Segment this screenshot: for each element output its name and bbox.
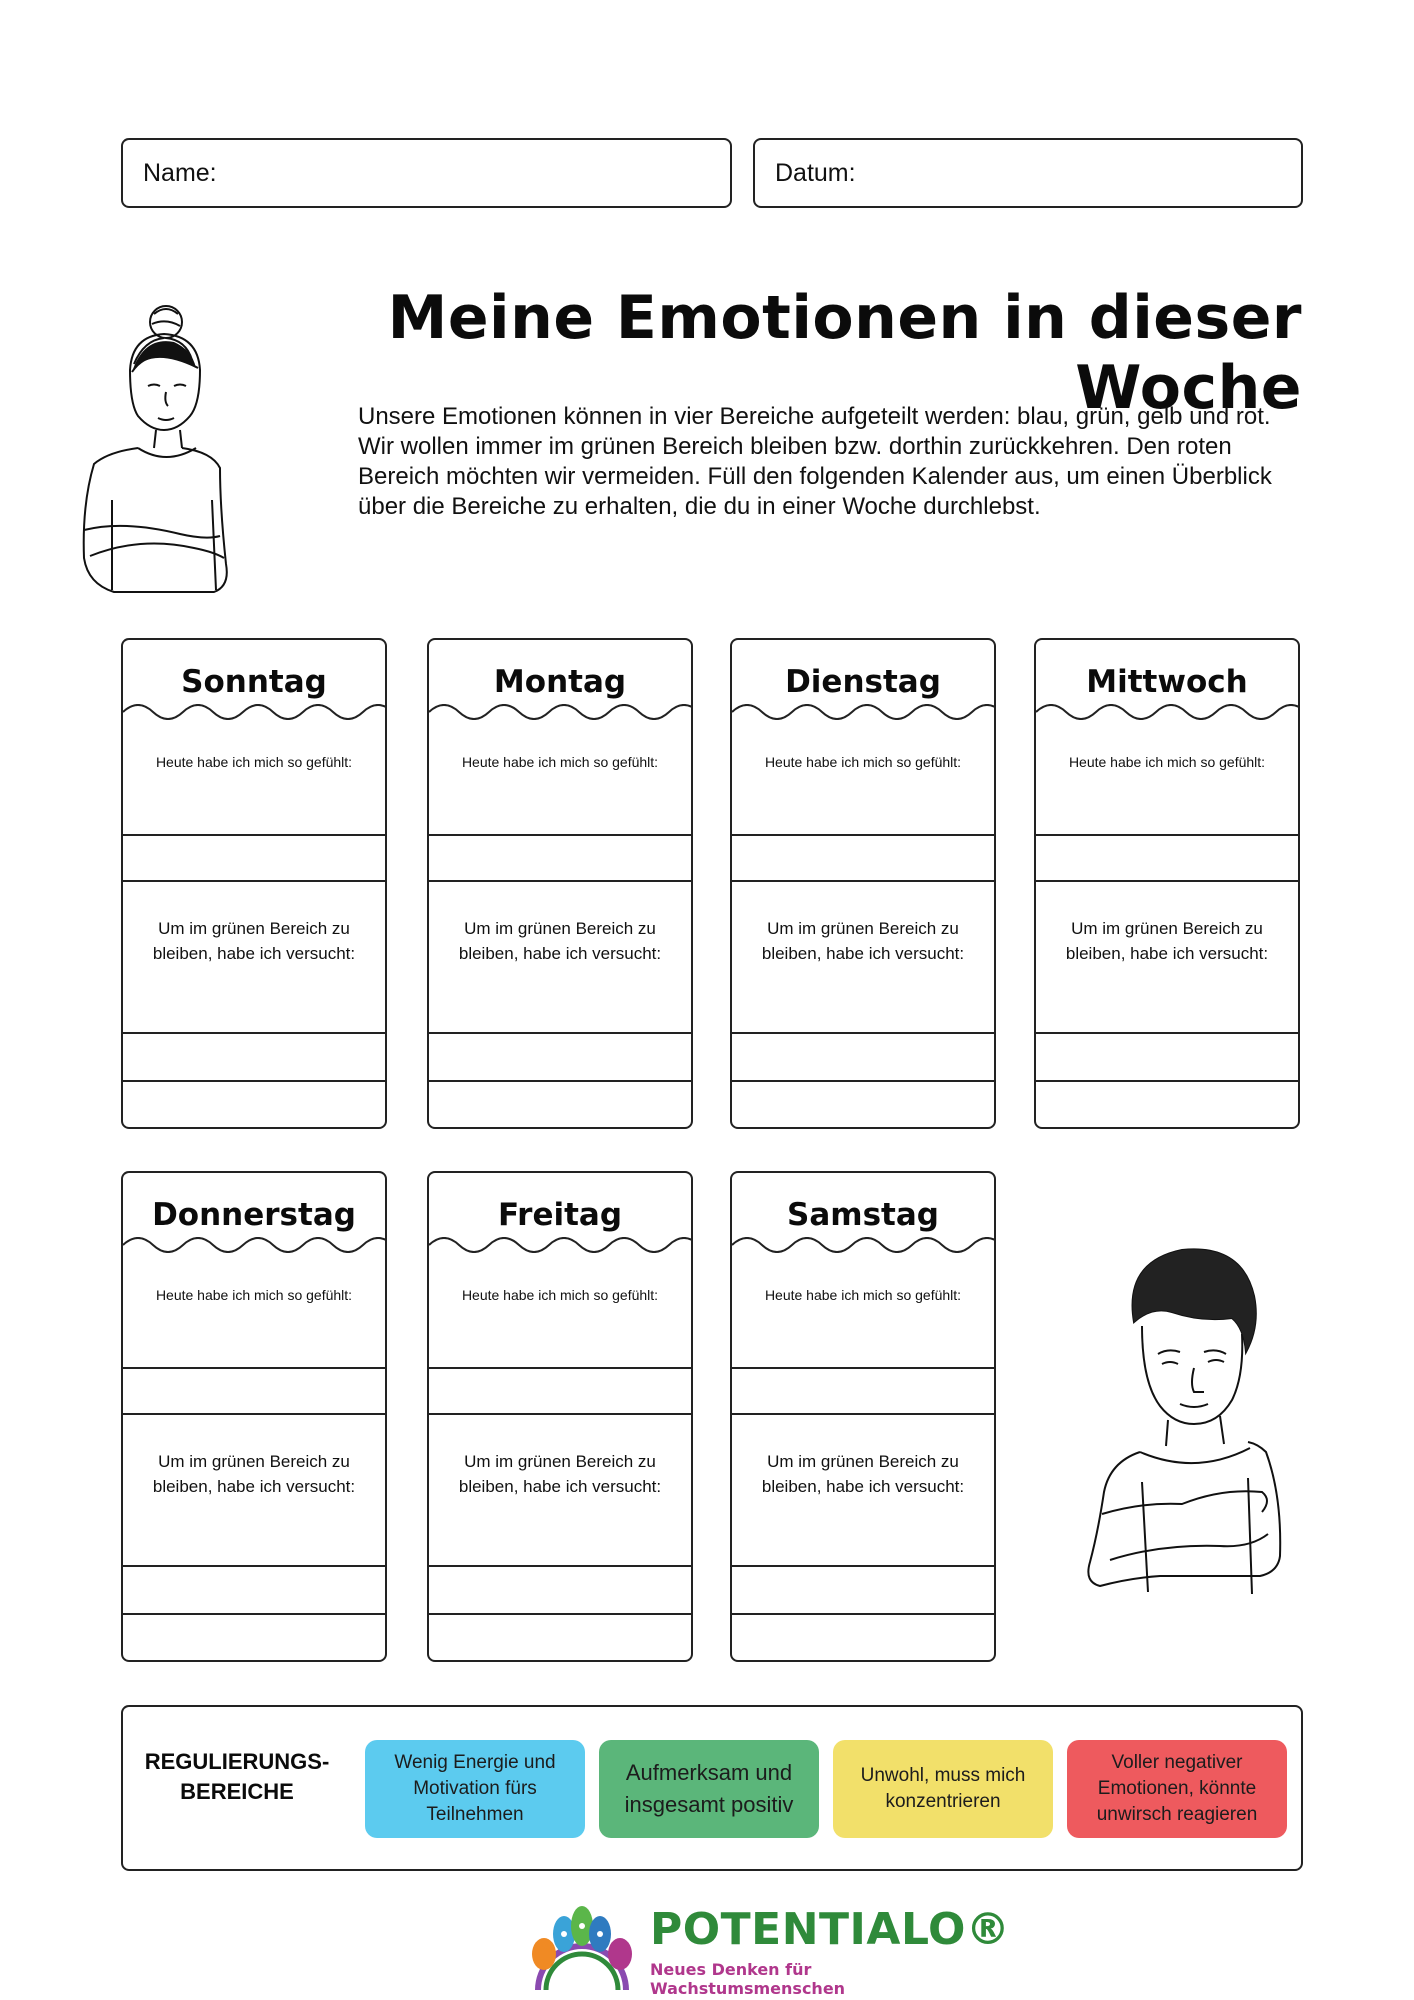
feeling-prompt: Heute habe ich mich so gefühlt:	[461, 1287, 659, 1303]
day-title: Donnerstag	[152, 1197, 356, 1233]
day-card-samstag	[730, 1171, 996, 1662]
divider	[123, 1080, 385, 1082]
feeling-prompt: Heute habe ich mich so gefühlt:	[1068, 754, 1266, 770]
feeling-prompt: Heute habe ich mich so gefühlt:	[155, 1287, 353, 1303]
divider	[732, 880, 994, 882]
strategy-prompt: Um im grünen Bereich zu bleiben, habe ich versucht:	[1065, 919, 1269, 963]
day-title: Sonntag	[181, 664, 327, 700]
divider	[1036, 834, 1298, 836]
zone-red: Voller negativer Emotionen, könnte unwirsch reagieren	[1067, 1740, 1287, 1838]
divider	[429, 834, 691, 836]
legend-label-line-1: REGULIERUNGS-	[144, 1749, 330, 1774]
potentialo-logo	[518, 1900, 1011, 1998]
regulation-zones-legend	[121, 1705, 1303, 1871]
wave-divider	[732, 704, 996, 720]
name-field[interactable]	[121, 138, 732, 208]
intro-text: Unsere Emotionen können in vier Bereiche aufgeteilt werden: blau, grün, gelb und rot. Wir wollen immer im grünen Bereich bleiben bzw. dorthin zurückkehren. Den roten Bereich möchten wir vermeiden. Füll den folgenden Kalender aus, um einen Überblick über die Bereiche zu erhalten, die du in einer Woche durchlebst.	[358, 403, 1272, 520]
wave-divider	[429, 704, 693, 720]
day-card-dienstag	[730, 638, 996, 1129]
divider	[732, 1413, 994, 1415]
wave-divider	[429, 1237, 693, 1253]
divider	[732, 1613, 994, 1615]
divider	[123, 1613, 385, 1615]
day-title: Freitag	[497, 1197, 623, 1233]
divider	[123, 834, 385, 836]
day-card-mittwoch	[1034, 638, 1300, 1129]
date-label: Datum:	[775, 158, 856, 187]
divider	[1036, 1080, 1298, 1082]
strategy-prompt: Um im grünen Bereich zu bleiben, habe ich versucht:	[152, 1452, 356, 1496]
divider	[429, 1565, 691, 1567]
day-title: Samstag	[787, 1197, 939, 1233]
legend-label	[137, 1747, 337, 1807]
divider	[429, 1032, 691, 1034]
divider	[732, 1565, 994, 1567]
day-card-donnerstag	[121, 1171, 387, 1662]
strategy-prompt: Um im grünen Bereich zu bleiben, habe ich versucht:	[458, 1452, 662, 1496]
wave-divider	[1036, 704, 1300, 720]
strategy-prompt: Um im grünen Bereich zu bleiben, habe ich versucht:	[458, 919, 662, 963]
date-field[interactable]	[753, 138, 1303, 208]
zone-blue: Wenig Energie und Motivation fürs Teilnehmen	[365, 1740, 585, 1838]
divider	[123, 880, 385, 882]
divider	[1036, 880, 1298, 882]
feeling-prompt: Heute habe ich mich so gefühlt:	[764, 1287, 962, 1303]
name-label: Name:	[143, 158, 217, 187]
divider	[732, 1367, 994, 1369]
zone-green: Aufmerksam und insgesamt positiv	[599, 1740, 819, 1838]
strategy-prompt: Um im grünen Bereich zu bleiben, habe ich versucht:	[152, 919, 356, 963]
strategy-prompt: Um im grünen Bereich zu bleiben, habe ich versucht:	[761, 1452, 965, 1496]
divider	[123, 1367, 385, 1369]
wave-divider	[123, 1237, 387, 1253]
divider	[732, 1032, 994, 1034]
day-title: Mittwoch	[1086, 664, 1248, 700]
legend-label-line-2: BEREICHE	[180, 1779, 294, 1804]
wave-divider	[123, 704, 387, 720]
day-title: Montag	[493, 664, 627, 700]
feeling-prompt: Heute habe ich mich so gefühlt:	[461, 754, 659, 770]
divider	[123, 1413, 385, 1415]
day-title: Dienstag	[785, 664, 941, 700]
divider	[429, 1367, 691, 1369]
divider	[1036, 1032, 1298, 1034]
wave-divider	[732, 1237, 996, 1253]
page-title: Meine Emotionen in dieser Woche	[387, 283, 1302, 423]
day-card-freitag	[427, 1171, 693, 1662]
day-card-montag	[427, 638, 693, 1129]
feeling-prompt: Heute habe ich mich so gefühlt:	[764, 754, 962, 770]
brand-tagline: Neues Denken für Wachstumsmenschen	[650, 1960, 846, 1998]
divider	[732, 1080, 994, 1082]
divider	[429, 1413, 691, 1415]
divider	[123, 1032, 385, 1034]
strategy-prompt: Um im grünen Bereich zu bleiben, habe ich versucht:	[761, 919, 965, 963]
divider	[123, 1565, 385, 1567]
feeling-prompt: Heute habe ich mich so gefühlt:	[155, 754, 353, 770]
hands-logo-icon	[518, 1900, 646, 1992]
divider	[732, 834, 994, 836]
divider	[429, 1080, 691, 1082]
boy-illustration	[1080, 1242, 1286, 1594]
divider	[429, 880, 691, 882]
day-card-sonntag	[121, 638, 387, 1129]
divider	[429, 1613, 691, 1615]
zone-yellow: Unwohl, muss mich konzentrieren	[833, 1740, 1053, 1838]
brand-name: POTENTIALO®	[650, 1904, 1011, 1955]
girl-illustration	[62, 300, 242, 600]
